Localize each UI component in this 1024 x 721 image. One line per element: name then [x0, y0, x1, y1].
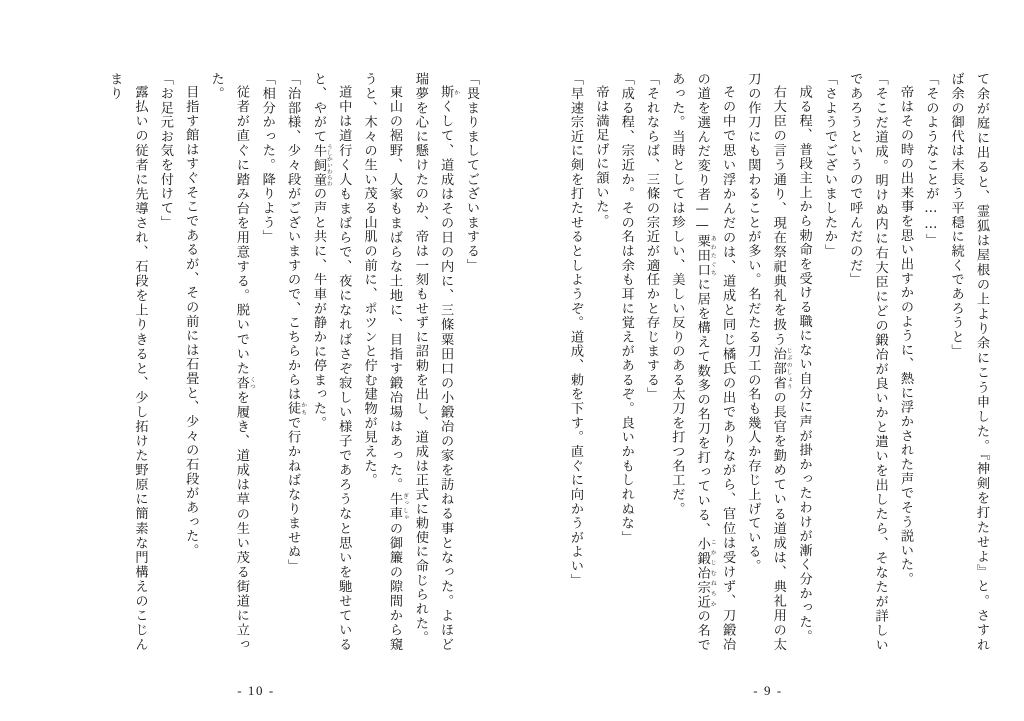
paragraph-dialogue-with-ruby: 「治部様、少々段がございますので、こちらからは徒 かちで行かねばなりませぬ」	[285, 72, 306, 574]
paragraph: て余が庭に出ると、霊狐は屋根の上より余にこう申した。『神剣を打たせよ』と。さすれば余の御代は末長う平穏に続くであろうと」	[948, 72, 989, 652]
furigana: か	[452, 85, 459, 100]
page-number-right: - 9 -	[753, 683, 783, 698]
paragraph: 露払いの従者に先導され、石段を上りきると、少し拓けた野原に簡素な門構えのこじんまり	[107, 72, 148, 652]
paragraph: 帝は満足げに頷いた。	[593, 85, 609, 229]
paragraph-dialogue: 「成る程、宗近か。その名は余も耳に覚えがあるぞ。良いかもしれぬな」	[618, 72, 634, 545]
ruby-annotation: 粟田口 あわたぐち	[694, 233, 716, 278]
paragraph: 目指す館はすぐそこであるが、その前には石畳と、少々の石段があった。	[183, 85, 199, 558]
ruby-annotation: 斯 か	[438, 85, 459, 100]
paragraph-dialogue: 「早速宗近に剣を打たせるとしようぞ。道成、勅を下す。直ぐに向かうがよい」	[568, 72, 583, 588]
furigana: ぎっしゃ	[401, 492, 408, 522]
paragraph-with-ruby: 道中は道行く人もまばらで、夜になればさぞ寂しい様子であろうなと思いを馳せていると、やがて牛飼童 うしかいわらわの声と共に、牛車が静かに停まった。	[310, 72, 352, 652]
paragraph-with-ruby: 従者が直ぐに踏み台を用意する。脱いでいた沓 くつを履き、道成は草の生い茂る街道に立った。	[208, 72, 255, 652]
paragraph-dialogue: 「相分かった。降りよう」	[259, 72, 275, 244]
paragraph-with-ruby: その中で思い浮かんだのは、道成と同じ橘氏の出でありながら、官位は受けず、刀鍛冶の道を選んだ変り者——粟田口 あわたぐちに居を構えて数多の名刀を打っている、小鍛冶宗近 こかじむねちかの名であった。当時としては珍しい、美しい反りのある太刀を打つ名工だ。	[669, 72, 736, 652]
ruby-annotation: 沓 くつ	[233, 375, 255, 391]
paragraph-dialogue: 「お足元お気を付けて」	[157, 72, 173, 230]
paragraph-dialogue: 「そのようなことが……」	[923, 72, 939, 248]
page-left-textbody	[34, 72, 484, 652]
paragraph-dialogue: 「それならば、三條の宗近が適任かと存じまする」	[644, 72, 660, 402]
paragraph: 帝はその時の出来事を思い出すかのように、熱に浮かされた声でそう説いた。	[897, 85, 913, 587]
paragraph-with-ruby: 右大臣の言う通り、現在祭祀典礼を扱う治部省 じぶのしょうの長官を勤めている道成は、典礼用の太刀の作刀にも関わることが多い。名だたる刀工の名も幾人か存じ上げている。	[745, 72, 792, 653]
ruby-annotation: 治部省 じぶのしょう	[770, 346, 792, 391]
paragraph-with-ruby: 斯 かくして、道成はその日の内に、三條粟田口の小鍛冶の家を訪ねる事となった。よほど瑞夢を心に懸けたのか、帝は一刻もせずに詔勅を出し、道成は正式に勅使に命じられた。	[412, 72, 459, 652]
furigana: こかじむねちか	[709, 536, 716, 609]
paragraph-with-ruby: 東山の裾野、人家もまばらな土地に、目指す鍛冶場はあった。牛車 ぎっしゃの御簾の隙間から窺うと、木々の生い茂る山肌の前に、ポツンと佇む建物が見えた。	[361, 72, 408, 652]
ruby-annotation: 牛飼童 うしかいわらわ	[310, 143, 332, 187]
paragraph-dialogue: 「さようでございましたか」	[821, 72, 837, 259]
furigana: うしかいわらわ	[325, 143, 332, 187]
furigana: あわたぐち	[709, 233, 716, 278]
ruby-annotation: 牛車 ぎっしゃ	[386, 492, 408, 522]
page-right-textbody	[548, 72, 994, 652]
page-right	[512, 0, 1024, 721]
furigana: くつ	[248, 375, 255, 391]
ruby-annotation: 小鍛冶宗近 こかじむねちか	[694, 536, 716, 609]
paragraph-dialogue: 「そこだ道成。明けぬ内に右大臣にどの鍛冶が良いかと遣いを出したら、そなたが詳しいであろうというので呼んだのだ」	[847, 72, 888, 652]
furigana: かち	[299, 401, 306, 416]
furigana: じぶのしょう	[785, 346, 792, 391]
paragraph: 成る程、普段主上から勅命を受ける職にない自分に声が掛かったわけが漸く分かった。	[796, 85, 812, 644]
page-number-left: - 10 -	[237, 683, 275, 698]
ruby-annotation: 徒 かち	[285, 401, 306, 416]
paragraph-dialogue: 「畏まりましてございまする」	[464, 72, 479, 273]
